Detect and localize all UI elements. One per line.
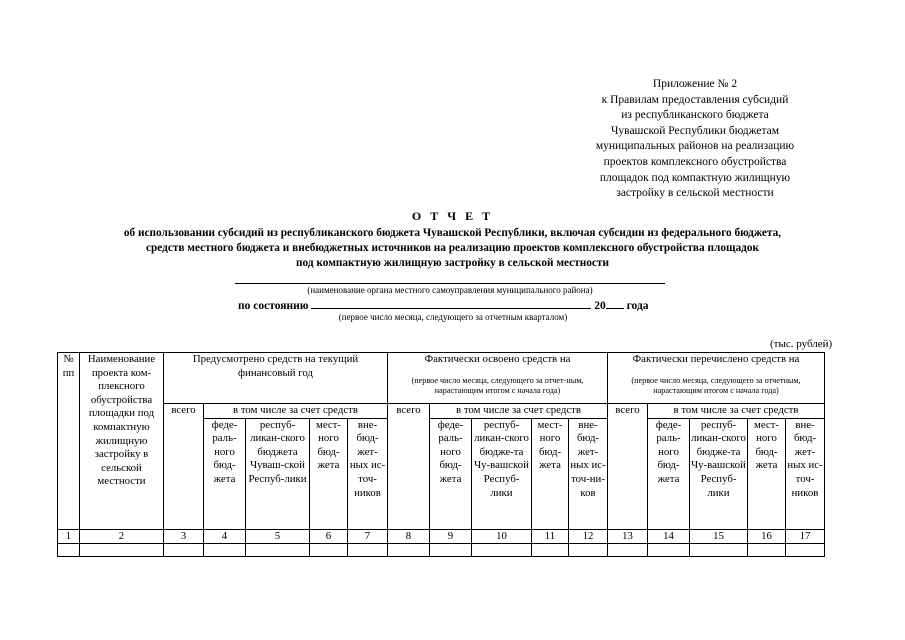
empty-cell bbox=[690, 544, 748, 557]
header-local: мест-ного бюд-жета bbox=[748, 418, 786, 529]
header-no: № пп bbox=[58, 353, 80, 530]
group-transferred-hint: (первое число месяца, следующего за отчетным, нарастающим итогом с начала года) bbox=[631, 375, 801, 396]
year-blank bbox=[606, 297, 624, 309]
year-suffix: года bbox=[626, 300, 649, 312]
appendix-note bbox=[560, 77, 830, 202]
col-number: 5 bbox=[246, 529, 310, 544]
empty-cell bbox=[786, 544, 825, 557]
header-total: всего bbox=[164, 404, 204, 530]
header-extrabudget: вне-бюд-жет-ных ис-точ-ников bbox=[786, 418, 825, 529]
units-label: (тыс. рублей) bbox=[770, 338, 833, 350]
col-number: 1 bbox=[58, 529, 80, 544]
col-number: 16 bbox=[748, 529, 786, 544]
appendix-line: площадок под компактную жилищную bbox=[599, 171, 791, 184]
header-extrabudget: вне-бюд-жет-ных ис-точ-ников bbox=[348, 418, 388, 529]
empty-cell bbox=[748, 544, 786, 557]
as-of-hint: (первое число месяца, следующего за отчетным кварталом) bbox=[338, 312, 568, 322]
table-row bbox=[58, 544, 825, 557]
empty-cell bbox=[569, 544, 608, 557]
col-number: 12 bbox=[569, 529, 608, 544]
empty-cell bbox=[430, 544, 472, 557]
report-title: О Т Ч Е Т bbox=[411, 209, 494, 223]
subtitle-line: об использовании субсидий из республиканского бюджета Чувашской Республики, включая субсидии из федерального бюджета, bbox=[123, 227, 782, 239]
empty-cell bbox=[310, 544, 348, 557]
empty-cell bbox=[388, 544, 430, 557]
org-name-hint: (наименование органа местного самоуправления муниципального района) bbox=[307, 285, 593, 295]
header-republican: респуб-ликан-ского бюдже-та Чу-вашской Респуб-лики bbox=[690, 418, 748, 529]
header-federal: феде-раль-ного бюд-жета bbox=[204, 418, 246, 529]
col-number: 8 bbox=[388, 529, 430, 544]
as-of-label: по состоянию bbox=[238, 300, 309, 312]
col-number: 4 bbox=[204, 529, 246, 544]
report-table bbox=[57, 352, 825, 557]
empty-cell bbox=[648, 544, 690, 557]
appendix-line: застройку в сельской местности bbox=[616, 187, 774, 200]
as-of-line bbox=[238, 297, 649, 312]
empty-cell bbox=[472, 544, 532, 557]
header-group-transferred bbox=[608, 353, 825, 404]
header-total: всего bbox=[388, 404, 430, 530]
col-number: 15 bbox=[690, 529, 748, 544]
appendix-line: проектов комплексного обустройства bbox=[603, 155, 787, 168]
header-incl: в том числе за счет средств bbox=[648, 404, 825, 419]
group-spent-hint: (первое число месяца, следующего за отчет-ным, нарастающим итогом с начала года) bbox=[411, 375, 584, 396]
header-incl: в том числе за счет средств bbox=[430, 404, 608, 419]
appendix-line: Приложение № 2 bbox=[652, 78, 738, 90]
header-federal: феде-раль-ного бюд-жета bbox=[430, 418, 472, 529]
empty-cell bbox=[58, 544, 80, 557]
appendix-line: к Правилам предоставления субсидий bbox=[601, 93, 789, 106]
header-row-incl bbox=[58, 404, 825, 419]
column-numbers-row bbox=[58, 529, 825, 544]
header-federal: феде-раль-ного бюд-жета bbox=[648, 418, 690, 529]
header-local: мест-ного бюд-жета bbox=[532, 418, 569, 529]
header-extrabudget: вне-бюд-жет-ных ис-точ-ни-ков bbox=[569, 418, 608, 529]
appendix-line: Чувашской Республики бюджетам bbox=[610, 124, 780, 137]
header-incl: в том числе за счет средств bbox=[204, 404, 388, 419]
col-number: 2 bbox=[80, 529, 164, 544]
col-number: 7 bbox=[348, 529, 388, 544]
header-total: всего bbox=[608, 404, 648, 530]
as-of-date-blank bbox=[311, 297, 591, 309]
empty-cell bbox=[204, 544, 246, 557]
col-number: 14 bbox=[648, 529, 690, 544]
col-number: 10 bbox=[472, 529, 532, 544]
col-number: 6 bbox=[310, 529, 348, 544]
report-subtitle bbox=[60, 226, 845, 271]
group-spent-title: Фактически освоено средств на bbox=[424, 353, 571, 365]
subtitle-line: средств местного бюджета и внебюджетных источников на реализацию проектов комплексного обустройства площадок bbox=[145, 242, 760, 254]
header-republican: респуб-ликан-ского бюдже-та Чу-вашской Респуб-лики bbox=[472, 418, 532, 529]
empty-cell bbox=[608, 544, 648, 557]
empty-cell bbox=[246, 544, 310, 557]
header-row-groups bbox=[58, 353, 825, 404]
col-number: 17 bbox=[786, 529, 825, 544]
group-transferred-title: Фактически перечислено средств на bbox=[632, 353, 800, 365]
header-group-planned: Предусмотрено средств на текущий финансовый год bbox=[164, 353, 388, 404]
col-number: 11 bbox=[532, 529, 569, 544]
empty-cell bbox=[348, 544, 388, 557]
appendix-line: из республиканского бюджета bbox=[621, 109, 769, 122]
empty-cell bbox=[164, 544, 204, 557]
col-number: 13 bbox=[608, 529, 648, 544]
year-prefix: 20 bbox=[594, 300, 606, 312]
empty-cell bbox=[80, 544, 164, 557]
header-project-name: Наименование проекта ком-плексного обустройства площадки под компактную жилищную застройку в сельской местности bbox=[80, 353, 164, 530]
subtitle-line: под компактную жилищную застройку в сельской местности bbox=[296, 257, 609, 269]
header-local: мест-ного бюд-жета bbox=[310, 418, 348, 529]
col-number: 9 bbox=[430, 529, 472, 544]
header-group-spent bbox=[388, 353, 608, 404]
empty-cell bbox=[532, 544, 569, 557]
col-number: 3 bbox=[164, 529, 204, 544]
appendix-line: муниципальных районов на реализацию bbox=[595, 140, 795, 153]
header-republican: респуб-ликан-ского бюджета Чуваш-ской Респуб-лики bbox=[246, 418, 310, 529]
org-name-blank-line bbox=[235, 283, 665, 284]
